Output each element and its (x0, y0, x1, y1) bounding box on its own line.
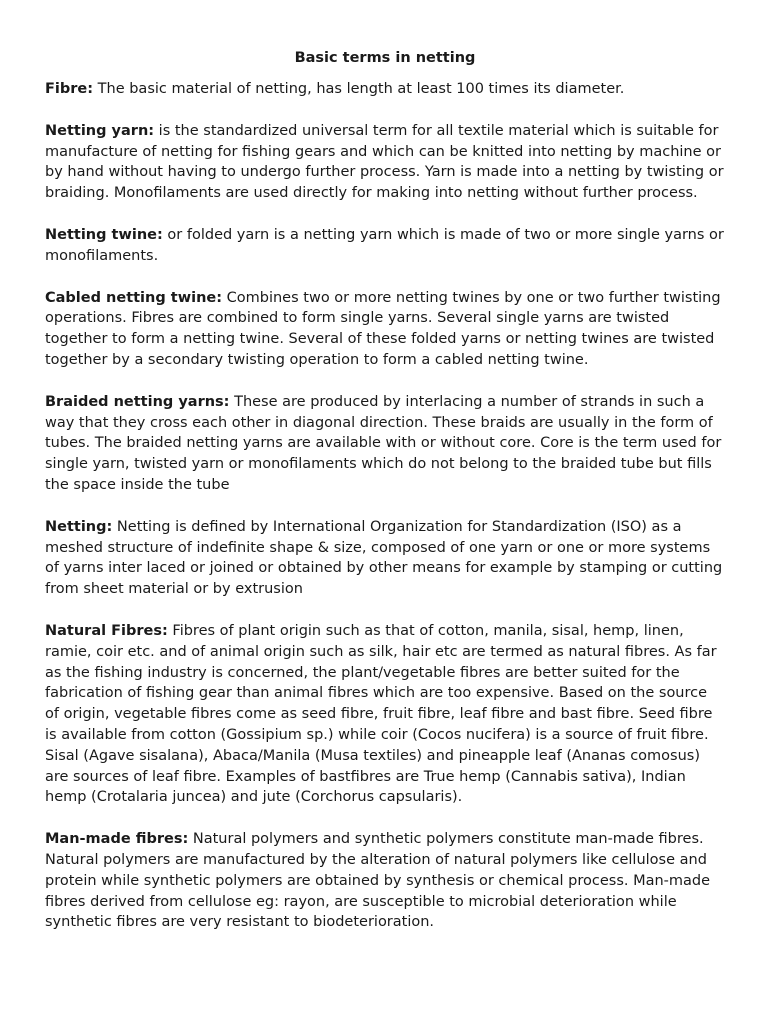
term-definition: These are produced by interlacing a number of strands in such a way that they cross each other in diagonal direction. These braids are usually in the form of tubes. The braided netting yarns are available with or without core. Core is the term used for single yarn, twisted yarn or monofilaments which do not belong to the braided tube but fills the space inside the tube (45, 393, 722, 493)
paragraph-fibre (45, 79, 725, 100)
term-label: Netting: (45, 518, 113, 535)
term-label: Braided netting yarns: (45, 393, 230, 410)
paragraph-man-made-fibres (45, 829, 725, 933)
term-label: Netting twine: (45, 226, 163, 243)
term-label: Natural Fibres: (45, 622, 168, 639)
term-label: Cabled netting twine: (45, 289, 223, 306)
term-definition: Natural polymers and synthetic polymers constitute man-made fibres. Natural polymers are manufactured by the alteration of natural polymers like cellulose and protein while synthetic polymers are obtained by synthesis or chemical process. Man-made fibres derived from cellulose eg: rayon, are susceptible to microbial deterioration while synthetic fibres are very resistant to biodeterioration. (45, 831, 711, 931)
paragraph-cabled-netting-twine (45, 288, 725, 371)
term-definition: The basic material of netting, has length at least 100 times its diameter. (93, 81, 625, 97)
term-label: Fibre: (45, 81, 94, 97)
paragraph-natural-fibres (45, 621, 725, 808)
paragraph-netting-twine (45, 225, 725, 267)
term-definition: Netting is defined by International Organization for Standardization (ISO) as a meshed structure of indefinite shape & size, composed of one yarn or one or more systems of yarns inter laced or joined or obtained by other means for example by stamping or cutting from sheet material or by extrusion (45, 518, 723, 598)
term-definition: or folded yarn is a netting yarn which is made of two or more single yarns or monofilaments. (45, 226, 724, 264)
term-label: Netting yarn: (45, 122, 155, 139)
document-page (45, 48, 725, 954)
paragraph-netting (45, 517, 725, 600)
paragraph-netting-yarn (45, 121, 725, 204)
term-definition: is the standardized universal term for all textile material which is suitable for manufacture of netting for fishing gears and which can be knitted into netting by machine or by hand without having to undergo further process. Yarn is made into a netting by twisting or braiding. Monofilaments are used directly for making into netting without further process. (45, 122, 724, 202)
term-label: Man-made fibres: (45, 831, 189, 848)
term-definition: Combines two or more netting twines by one or two further twisting operations. Fibres are combined to form single yarns. Several single yarns are twisted together to form a netting twine. Several of these folded yarns or netting twines are twisted together by a secondary twisting operation to form a cabled netting twine. (45, 289, 721, 368)
term-definition: Fibres of plant origin such as that of cotton, manila, sisal, hemp, linen, ramie, coir etc. and of animal origin such as silk, hair etc are termed as natural fibres. As far as the fishing industry is concerned, the plant/vegetable fibres are better suited for the fabrication of fishing gear than animal fibres which are too expensive. Based on the source of origin, vegetable fibres come as seed fibre, fruit fibre, leaf fibre and bast fibre. Seed fibre is available from cotton (Gossipium sp.) while coir (Cocos nucifera) is a source of fruit fibre. Sisal (Agave sisalana), Abaca/Manila (Musa textiles) and pineapple leaf (Ananas comosus) are sources of leaf fibre. Examples of bastfibres are True hemp (Cannabis sativa), Indian hemp (Crotalaria juncea) and jute (Corchorus capsularis). (45, 622, 717, 806)
paragraph-braided-netting-yarns (45, 392, 725, 496)
document-title: Basic terms in netting (294, 50, 476, 66)
